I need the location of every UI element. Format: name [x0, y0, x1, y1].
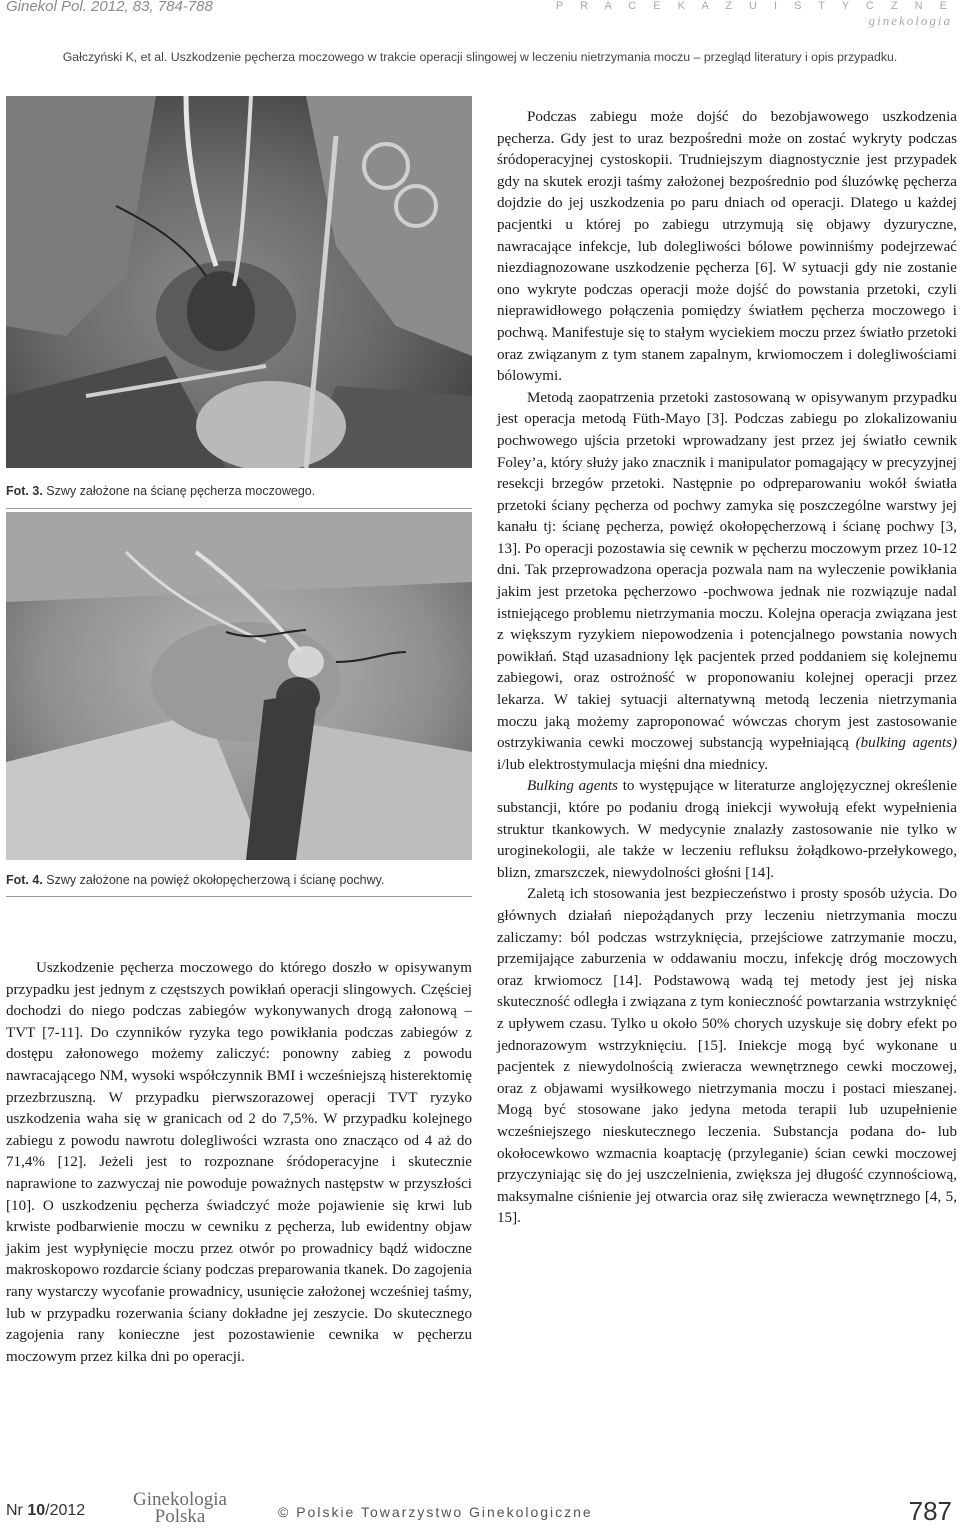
journal-logo [120, 1491, 240, 1525]
surgical-photo-fascia-sutures [6, 512, 472, 860]
figure-caption-text: Szwy założone na powięź okołopęcherzową i ścianę pochwy. [46, 873, 385, 887]
term-italic: Bulking agents [527, 778, 619, 795]
page-number: 787 [908, 1496, 952, 1526]
paragraph [497, 776, 957, 884]
figure-caption [6, 873, 472, 887]
journal-reference: Ginekol Pol. 2012, 83, 784-788 [6, 0, 213, 15]
body-text-left-column [6, 958, 472, 1368]
society-copyright: © Polskie Towarzystwo Ginekologiczne [278, 1504, 593, 1520]
caption-divider [6, 508, 472, 509]
body-text-right-column [497, 107, 957, 1230]
figure-label: Fot. 4. [6, 873, 43, 887]
section-title: P R A C E K A Z U I S T Y C Z N E [555, 0, 954, 12]
caption-divider [6, 896, 472, 897]
logo-line: Ginekologia [133, 1489, 227, 1510]
figure-caption-text: Szwy założone na ścianę pęcherza moczowego. [46, 484, 316, 498]
section-subtitle: ginekologia [868, 13, 952, 28]
term-italic: (bulking agents) [855, 735, 957, 752]
article-citation: Gałczyński K, et al. Uszkodzenie pęcherza moczowego w trakcie operacji slingowej w leczeniu nietrzymania moczu – przegląd literatury i opis przypadku. [62, 50, 898, 64]
issue-prefix: Nr [6, 1502, 28, 1519]
paragraph-text: to występujące w literaturze anglojęzycznej określenie substancji, które po podaniu drogą iniekcji wywołują efekt wypełnienia struktur tkankowych. W medycynie znalazły zastosowanie nie tylko w uroginekologii, ale także w leczeniu refluksu żołądkowo-przełykowego, blizn, zmarszczek, niewydolności głośni [14]. [497, 778, 957, 881]
paragraph [497, 388, 957, 777]
figure-caption [6, 484, 472, 498]
paragraph: Uszkodzenie pęcherza moczowego do którego doszło w opisywanym przypadku jest jednym z częstszych powikłań operacji slingowych. Częściej dochodzi do niego podczas zabiegów wykonywanych drogą załonową – TVT [7-11]. Do czynników ryzyka tego powikłania podczas zabiegów z dostępu załonowego możemy zaliczyć: ponowny zabieg z powodu nawracającego NM, wysoki współczynnik BMI i wcześniejszą histerektomię przezbrzuszną. W przypadku pierwszorazowej operacji TVT ryzyko uszkodzenia waha się w granicach od 2 do 7,5%. W przypadku kolejnego zabiegu z powodu nawrotu dolegliwości wzrasta ono znacząco od 4 aż do 71,4% [12]. Jeżeli jest to rozpoznane śródoperacyjne i skutecznie naprawione to zazwyczaj nie powoduje poważnych następstw w przyszłości [10]. O uszkodzeniu pęcherza świadczyć może pojawienie się krwi lub krwiste podbarwienie moczu w cewniku z pęcherza, lub ewidentny objaw jakim jest wypłynięcie moczu przez otwór po prowadnicy bądź widoczne makroskopowo rozdarcie ściany podczas preparowania tkanek. Do zagojenia rany wystarczy wycofanie prowadnicy, usunięcie założonej wcześniej taśmy, lub w przypadku rozerwania ściany dokładne jej zeszycie. Do skutecznego zagojenia rany konieczne jest pozostawienie cewnika w pęcherzu moczowym przez kilka dni po operacji. [6, 960, 472, 1365]
surgical-photo-bladder-sutures [6, 96, 472, 468]
logo-line: Polska [154, 1506, 206, 1527]
paragraph-text: i/lub elektrostymulacja mięśni dna miednicy. [497, 756, 769, 773]
paragraph: Podczas zabiegu może dojść do bezobjawowego uszkodzenia pęcherza. Gdy jest to uraz bezpośredni może on zostać wykryty podczas śródoperacyjnej cystoskopii. Trudniejszym diagnostycznie jest przypadek gdy na skutek erozji taśmy założonej bezpośrednio pod śluzówkę pęcherza dojdzie do jej uszkodzenia po paru dniach od operacji. Dlatego u każdej pacjentki u której po zabiegu utrzymują się objawy dyzuryczne, nawracające infekcje, lub dolegliwości bólowe powinniśmy podejrzewać niezdiagnozowane uszkodzenie pęcherza [6]. W sytuacji gdy nie zostanie ono wykryte podczas operacji może dojść do powstania przetoki, czyli nieprawidłowego połączenia pomiędzy światłem pęcherza moczowego i pochwą. Manifestuje się to stałym wyciekiem moczu przez światło przetoki oraz związanym z tym stanem zapalnym, krwiomoczem i dolegliwościami bólowymi. [497, 109, 957, 385]
paragraph-text: Metodą zaopatrzenia przetoki zastosowaną w opisywanym przypadku jest operacja metodą Füth-Mayo [3]. Podczas zabiegu po zlokalizowaniu pochwowego ujścia przetoki wprowadzany jest przez jej światło cewnik Foley’a, który służy jako znacznik i manipulator pomagający w precyzyjnej resekcji brzegów przetoki. Następnie po odpreparowaniu wokół światła przetoki ściany pęcherza od pochwy zamyka się poszczególne warstwy jej kanału tj: ścianę pęcherza, powięź okołopęcherzową i ścianę pochwy [3, 13]. Po operacji pozostawia się cewnik w pęcherzu moczowym przez 10-12 dni. Tak przeprowadzona operacja pozwala nam na wyleczenie powikłania jakim jest przetoka pęcherzowo -pochwowa jednak nie rozwiązuje nadal istniejącego problemu nietrzymania moczu. Kolejna operacja związana jest z większym ryzykiem niepowodzenia i potencjalnego powstania nowych powikłań. Stąd uzasadniony lęk pacjentek przed poddaniem się kolejnemu zabiegowi, oraz ostrożność w proponowaniu kolejnej operacji przez lekarza. W takiej sytuacji alternatywną metodą leczenia nietrzymania moczu jaką możemy zaproponować wówczas chorym jest zastosowanie ostrzykiwania cewki moczowej substancją wypełniającą [497, 389, 957, 752]
issue-value: 10 [27, 1502, 46, 1519]
paragraph: Zaletą ich stosowania jest bezpieczeństwo i prosty sposób użycia. Do głównych działań niepożądanych przy leczeniu nietrzymania moczu zaliczamy: ból podczas wstrzyknięcia, przejściowe zatrzymanie moczu, przemijające zaburzenia w oddawaniu moczu, infekcję dróg moczowych oraz krwiomocz [14]. Podstawową wadą tej metody jest jej niska skuteczność odległa i związana z tym konieczność powtarzania wstrzyknięć z upływem czasu. Tylko u około 50% chorych uzyskuje się dobry efekt po jednorazowym wstrzyknięciu. [15]. Iniekcje mogą być wykonane u pacjentek z niewydolnością zwieracza wewnętrznego cewki moczowej, oraz z objawami wysiłkowego nietrzymania moczu i postaci mieszanej. Mogą być stosowane jako jedyna metoda terapii lub uzupełnienie wcześniejszego nieskutecznego leczenia. Substancja podana do- lub okołocewkowo wzmacnia koaptację (przyleganie) ścian cewki moczowej przyczyniając się do jej uszczelnienia, zwiększa jej długość czynnościową, maksymalne ciśnienie jej otwarcia oraz siłę zwieracza wewnętrznego [4, 5, 15]. [497, 886, 957, 1227]
issue-number [6, 1502, 85, 1520]
figure-label: Fot. 3. [6, 484, 43, 498]
issue-year: /2012 [45, 1502, 86, 1519]
